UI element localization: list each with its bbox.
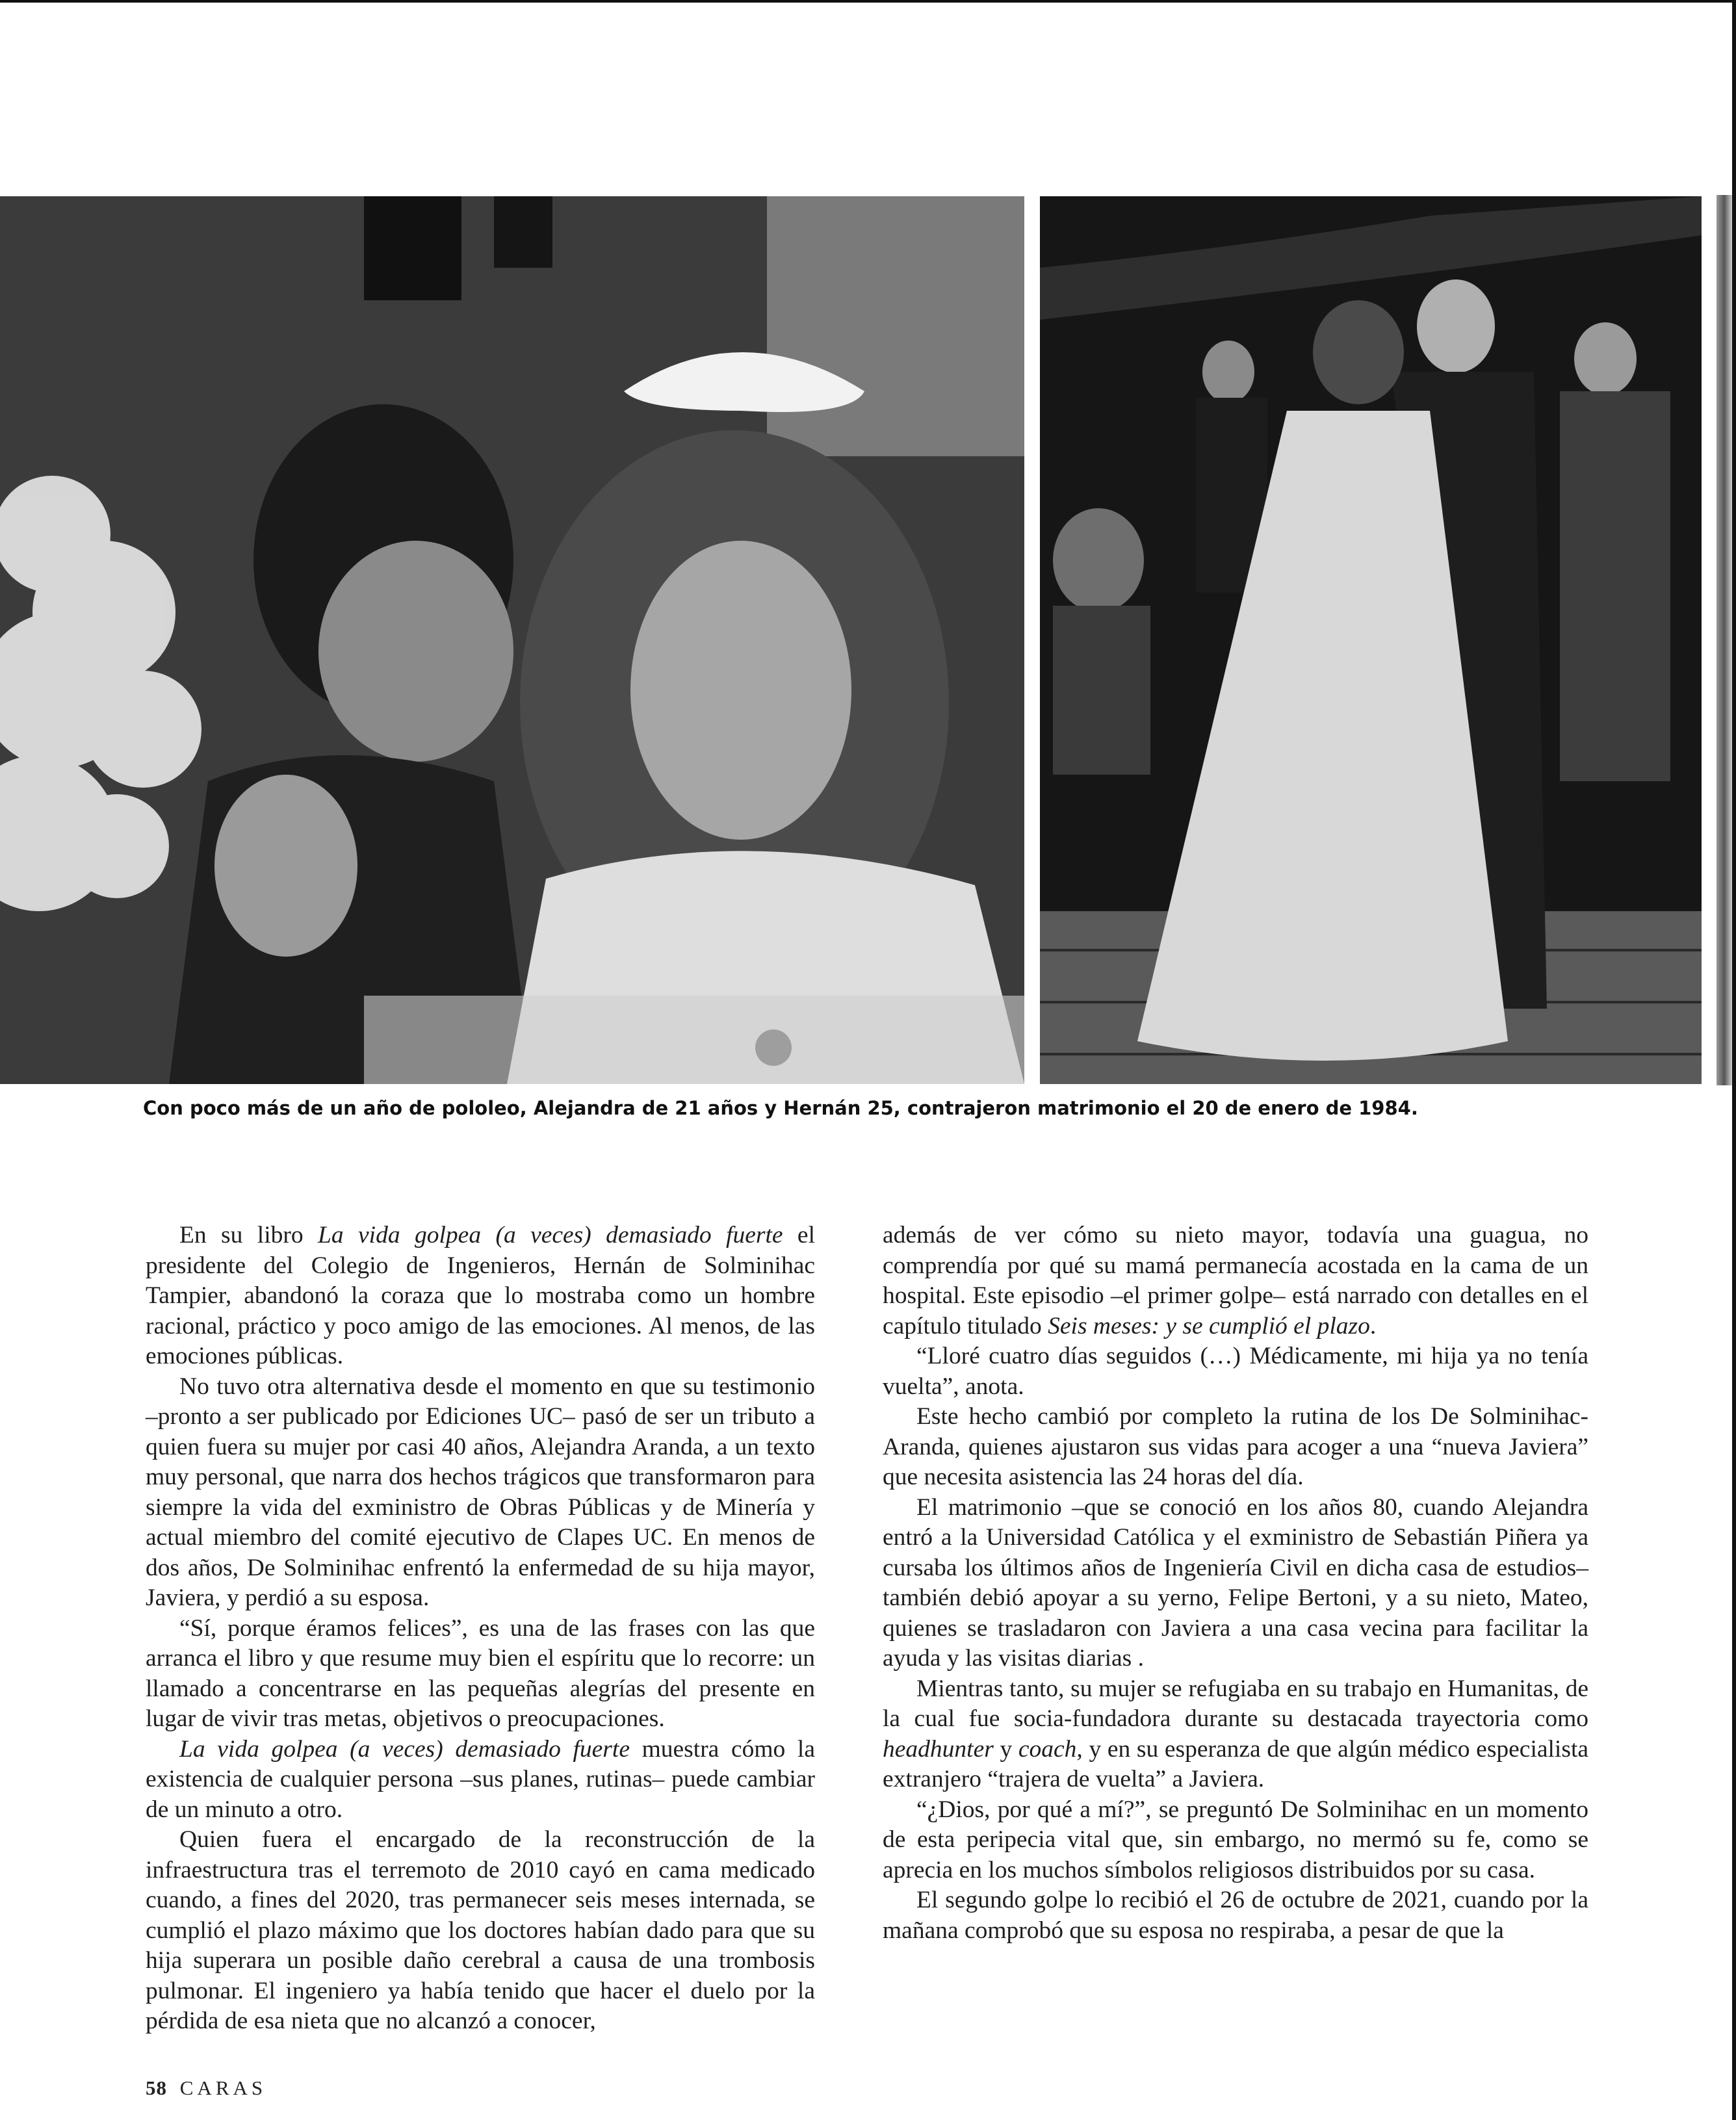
- wedding-dance-illustration: [1040, 196, 1702, 1084]
- page-number: 58: [146, 2076, 167, 2099]
- paragraph: además de ver cómo su nieto mayor, todavía una guagua, no comprendía por qué su mamá permanecía acostada en la cama de un hospital. Este episodio –el primer golpe– está narrado con detalles en el capítulo titulado Seis meses: y se cumplió el plazo.: [883, 1222, 1588, 1339]
- article-column-left: [146, 1221, 815, 2037]
- paragraph: Quien fuera el encargado de la reconstrucción de la infraestructura tras el terremoto de 2010 cayó en cama medicado cuando, a fines del 2020, tras permanecer seis meses internada, se cumplió el plazo máximo que los doctores habían dado para que su hija superara un posible daño cerebral a causa de una trombosis pulmonar. El ingeniero ya había tenido que hacer el duelo por la pérdida de esa nieta que no alcanzó a conocer,: [146, 1826, 815, 2034]
- page-right-edge: [1732, 0, 1736, 2120]
- wedding-dance-photo: [1040, 196, 1702, 1084]
- article-column-right: [883, 1221, 1588, 1946]
- adjacent-page-sliver: [1717, 195, 1732, 1085]
- paragraph: La vida golpea (a veces) demasiado fuerte muestra cómo la existencia de cualquier persona –sus planes, rutinas– puede cambiar de un minuto a otro.: [146, 1735, 815, 1823]
- magazine-name: CARAS: [179, 2076, 267, 2099]
- wedding-couple-photo: [0, 196, 1024, 1084]
- wedding-couple-illustration: [0, 196, 1024, 1084]
- chapter-title: Seis meses: y se cumplió el plazo: [1048, 1312, 1370, 1339]
- paragraph: El matrimonio –que se conoció en los años 80, cuando Alejandra entró a la Universidad Católica y el exministro de Sebastián Piñera ya cursaba los últimos años de Ingeniería Civil en dicha casa de estudios– también debió apoyar a su yerno, Felipe Bertoni, y a su nieto, Mateo, quienes se trasladaron con Javiera a una casa vecina para facilitar la ayuda y las visitas diarias .: [883, 1493, 1588, 1672]
- paragraph: No tuvo otra alternativa desde el momento en que su testimonio –pronto a ser publicado por Ediciones UC– pasó de ser un tributo a quien fuera su mujer por casi 40 años, Alejandra Aranda, a un texto muy personal, que narra dos hechos trágicos que transformaron para siempre la vida del exministro de Obras Públicas y de Minería y actual miembro del comité ejecutivo de Clapes UC. En menos de dos años, De Solminihac enfrentó la enfermedad de su hija mayor, Javiera, y perdió a su esposa.: [146, 1373, 815, 1611]
- page-top-edge: [0, 0, 1736, 3]
- paragraph: “Lloré cuatro días seguidos (…) Médicamente, mi hija ya no tenía vuelta”, anota.: [883, 1343, 1588, 1400]
- paragraph: “Sí, porque éramos felices”, es una de las frases con las que arranca el libro y que resume muy bien el espíritu que lo recorre: un llamado a concentrarse en las pequeñas alegrías del presente en lugar de vivir tras metas, objetivos o preocupaciones.: [146, 1614, 815, 1732]
- paragraph: “¿Dios, por qué a mí?”, se preguntó De Solminihac en un momento de esta peripecia vital que, sin embargo, no mermó su fe, como se aprecia en los muchos símbolos religiosos distribuidos por su casa.: [883, 1796, 1588, 1883]
- term: headhunter: [883, 1735, 994, 1763]
- paragraph: Mientras tanto, su mujer se refugiaba en su trabajo en Humanitas, de la cual fue socia-fundadora durante su destacada trayectoria como headhunter y coach, y en su esperanza de que algún médico especialista extranjero “trajera de vuelta” a Javiera.: [883, 1675, 1589, 1792]
- book-title: La vida golpea (a veces) demasiado fuerte: [179, 1735, 630, 1763]
- term: coach,: [1018, 1735, 1083, 1763]
- photo-caption: Con poco más de un año de pololeo, Alejandra de 21 años y Hernán 25, contrajeron matrimonio el 20 de enero de 1984.: [143, 1097, 1418, 1119]
- paragraph: En su libro La vida golpea (a veces) demasiado fuerte el presidente del Colegio de Ingenieros, Hernán de Solminihac Tampier, abandonó la coraza que lo mostraba como un hombre racional, práctico y poco amigo de las emociones. Al menos, de las emociones públicas.: [146, 1222, 815, 1369]
- book-title: La vida golpea (a veces) demasiado fuerte: [318, 1222, 783, 1248]
- page-folio: [146, 2076, 266, 2100]
- paragraph: Este hecho cambió por completo la rutina de los De Solminihac-Aranda, quienes ajustaron sus vidas para acoger a una “nueva Javiera” que necesita asistencia las 24 horas del día.: [883, 1403, 1588, 1490]
- paragraph: El segundo golpe lo recibió el 26 de octubre de 2021, cuando por la mañana comprobó que su esposa no respiraba, a pesar de que la: [883, 1887, 1588, 1944]
